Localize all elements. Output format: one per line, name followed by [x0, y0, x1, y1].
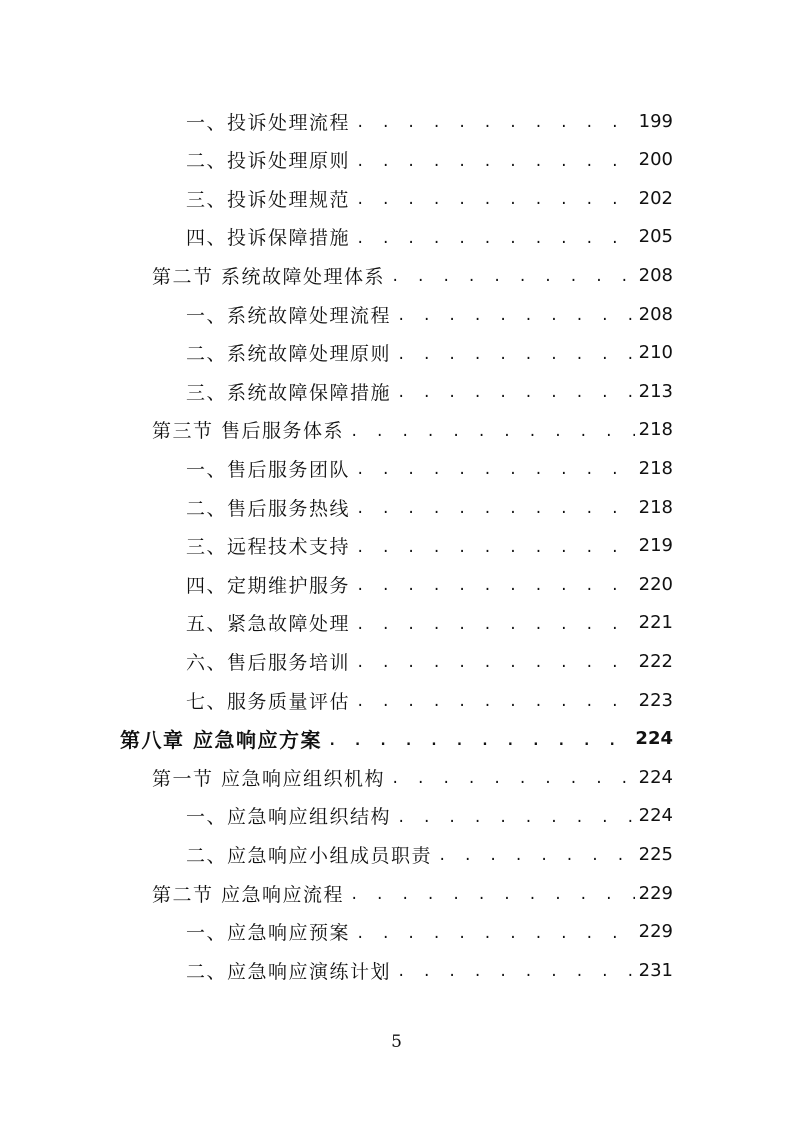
toc-dot-leader — [391, 269, 635, 285]
toc-subsection-entry[interactable] — [186, 797, 673, 835]
toc-subsection-entry[interactable] — [186, 527, 673, 565]
toc-subsection-entry[interactable] — [186, 604, 673, 642]
toc-subsection-entry[interactable] — [186, 681, 673, 719]
toc-subsection-entry[interactable] — [186, 295, 673, 333]
toc-entry-page: 229 — [638, 921, 673, 943]
toc-entry-title: 四、投诉保障措施 — [186, 227, 351, 250]
toc-entry-title: 一、系统故障处理流程 — [186, 304, 392, 327]
toc-subsection-entry[interactable] — [186, 951, 673, 989]
page-number: 5 — [391, 1032, 402, 1052]
toc-dot-leader — [356, 540, 635, 556]
toc-subsection-entry[interactable] — [186, 565, 673, 603]
toc-dot-leader — [356, 926, 635, 942]
toc-subsection-entry[interactable] — [186, 218, 673, 256]
toc-entry-page: 208 — [638, 303, 673, 325]
toc-dot-leader — [397, 308, 635, 324]
toc-subsection-entry[interactable] — [186, 835, 673, 873]
toc-dot-leader — [356, 578, 635, 594]
toc-section-entry[interactable] — [152, 874, 673, 912]
toc-dot-leader — [356, 655, 635, 671]
toc-entry-page: 224 — [638, 766, 673, 788]
toc-entry-title: 第二节 应急响应流程 — [152, 883, 345, 906]
toc-entry-page: 205 — [638, 226, 673, 248]
toc-subsection-entry[interactable] — [186, 642, 673, 680]
toc-entry-title: 二、系统故障处理原则 — [186, 343, 392, 366]
toc-dot-leader — [356, 115, 635, 131]
toc-entry-page: 199 — [638, 110, 673, 132]
toc-section-entry[interactable] — [152, 411, 673, 449]
toc-entry-title: 一、售后服务团队 — [186, 458, 351, 481]
toc-entry-page: 202 — [638, 187, 673, 209]
toc-entry-title: 三、投诉处理规范 — [186, 188, 351, 211]
toc-entry-page: 218 — [638, 457, 673, 479]
toc-entry-page: 229 — [638, 882, 673, 904]
toc-entry-page: 210 — [638, 342, 673, 364]
toc-dot-leader — [397, 810, 635, 826]
toc-dot-leader — [356, 231, 635, 247]
toc-dot-leader — [356, 462, 635, 478]
toc-entry-title: 三、远程技术支持 — [186, 536, 351, 559]
toc-entry-title: 第三节 售后服务体系 — [152, 420, 345, 443]
toc-entry-title: 二、应急响应小组成员职责 — [186, 844, 433, 867]
toc-entry-page: 200 — [638, 149, 673, 171]
toc-entry-title: 第八章 应急响应方案 — [120, 728, 322, 753]
toc-entry-page: 208 — [638, 264, 673, 286]
toc-entry-page: 218 — [638, 419, 673, 441]
toc-subsection-entry[interactable] — [186, 372, 673, 410]
toc-entry-title: 一、投诉处理流程 — [186, 111, 351, 134]
toc-entry-page: 231 — [638, 959, 673, 981]
toc-entry-title: 二、投诉处理原则 — [186, 150, 351, 173]
toc-subsection-entry[interactable] — [186, 449, 673, 487]
toc-entry-page: 221 — [638, 612, 673, 634]
toc-dot-leader — [391, 771, 635, 787]
toc-entry-title: 二、售后服务热线 — [186, 497, 351, 520]
toc-entry-page: 220 — [638, 573, 673, 595]
toc-dot-leader — [328, 733, 631, 749]
toc-entry-page: 219 — [638, 535, 673, 557]
toc-dot-leader — [397, 964, 635, 980]
toc-dot-leader — [438, 848, 635, 864]
toc-entry-title: 一、应急响应组织结构 — [186, 806, 392, 829]
toc-subsection-entry[interactable] — [186, 334, 673, 372]
toc-entry-title: 五、紧急故障处理 — [186, 613, 351, 636]
toc-dot-leader — [397, 385, 635, 401]
toc-subsection-entry[interactable] — [186, 488, 673, 526]
toc-subsection-entry[interactable] — [186, 102, 673, 140]
toc-dot-leader — [356, 192, 635, 208]
toc-entry-title: 一、应急响应预案 — [186, 922, 351, 945]
toc-entry-page: 222 — [638, 650, 673, 672]
toc-subsection-entry[interactable] — [186, 179, 673, 217]
toc-entry-title: 四、定期维护服务 — [186, 574, 351, 597]
toc-dot-leader — [356, 501, 635, 517]
toc-entry-title: 第一节 应急响应组织机构 — [152, 767, 386, 790]
toc-entry-page: 224 — [635, 728, 673, 750]
toc-entry-title: 三、系统故障保障措施 — [186, 381, 392, 404]
toc-entry-title: 七、服务质量评估 — [186, 690, 351, 713]
toc-dot-leader — [356, 154, 635, 170]
toc-section-entry[interactable] — [152, 256, 673, 294]
toc-dot-leader — [350, 887, 635, 903]
toc-section-entry[interactable] — [152, 758, 673, 796]
toc-entry-page: 224 — [638, 805, 673, 827]
toc-dot-leader — [356, 617, 635, 633]
toc-dot-leader — [350, 424, 635, 440]
toc-dot-leader — [356, 694, 635, 710]
toc-subsection-entry[interactable] — [186, 141, 673, 179]
toc-entry-title: 二、应急响应演练计划 — [186, 960, 392, 983]
toc-entry-page: 225 — [638, 843, 673, 865]
toc-chapter-entry[interactable] — [120, 720, 673, 758]
toc-entry-page: 218 — [638, 496, 673, 518]
toc-entry-page: 223 — [638, 689, 673, 711]
toc-dot-leader — [397, 347, 635, 363]
toc-entry-title: 第二节 系统故障处理体系 — [152, 265, 386, 288]
toc-subsection-entry[interactable] — [186, 913, 673, 951]
toc-entry-title: 六、售后服务培训 — [186, 651, 351, 674]
toc-entry-page: 213 — [638, 380, 673, 402]
